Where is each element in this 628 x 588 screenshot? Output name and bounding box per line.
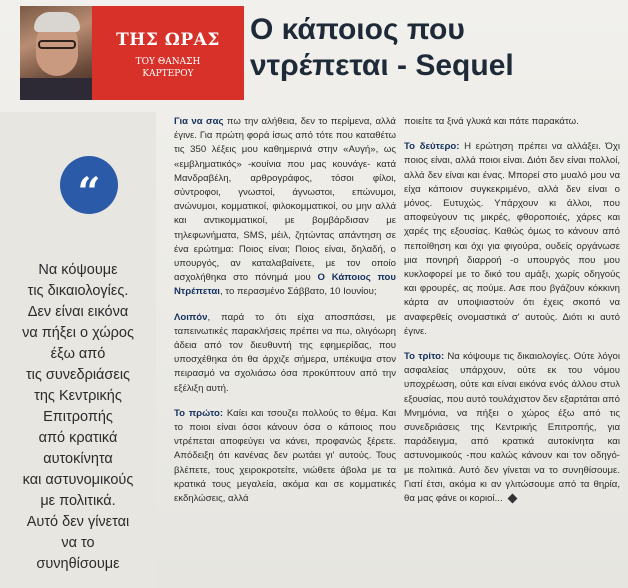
article-headline (250, 12, 620, 84)
pull-quote-line: να πήξει ο χώρος (22, 325, 134, 341)
headline-line-2: ντρέπεται - Sequel (250, 49, 514, 82)
paragraph-lead: Λοιπόν (174, 311, 208, 323)
author-photo-shirt (20, 78, 92, 100)
column-tag (92, 6, 244, 100)
author-photo (20, 6, 92, 100)
pull-quote-line: έξω από (50, 346, 106, 362)
paragraph-lead: Για να σας (174, 116, 224, 127)
pull-quote-line: και αστυνομικούς (22, 472, 134, 488)
paragraph-third (404, 350, 620, 506)
quote-icon (60, 156, 118, 214)
pull-quote-line: αυτοκίνητα (43, 451, 113, 467)
pull-quote-line: Να κόψουμε (38, 262, 118, 278)
paragraph-lead: Το δεύτερο: (404, 141, 460, 153)
paragraph-text: πω την αλήθεια, δεν το περίμενα, αλλά έγινε. Για πρώτη φορά ίσως από τότε που καταθέτω τις 350 λέξεις μου καθημερινά στην «Αυγή», ως «εμβληματικός» -κουίνια που μας κουνάγε- κατά Μανδραβέλη, αρθρογράφος, τόσοι φίλοι, σύντροφοι, γνωστοί, άγνωστοι, επώνυμοι, ανώνυμοι, κομματικοί, φιλοκομματικοί, ου μην αλλά και αντικομματικοί, με βομβάρδισαν με τηλεφωνήματα, SMS, μέιλ, ζητώντας απάντηση σε ένα ερώτημα: Ποιος είναι; Ποιος είναι, δηλαδή, ο υπουργός, αν καταλαβαίνετε, με τον οποίο ασχολήθηκα στο πόνημά μου (174, 116, 396, 284)
pull-quote-line: να το (61, 535, 95, 551)
pull-quote-line: τις δικαιολογίες. (27, 283, 129, 299)
pull-quote-line: τις συνεδριάσεις (25, 367, 131, 383)
paragraph-text: Καίει και τσουζει πολλούς το θέμα. Και το ποιοι είναι όσοι κάνουν όσα ο κάποιος που ντρέπεται αποφεύγει να κάνει, προφανώς ξέρετε. Απόδειξη ότι κανένας δεν ρωτάει γι' αυτούς. Τους βλέπετε, τους χειροκροτείτε, νιώθετε άβολα με τα κρατικά τους μεγαλεία, ακόμα και σε κομματικές εκδηλώσεις, αλλά (174, 407, 396, 505)
pull-quote (4, 260, 152, 575)
paragraph-lead: Το πρώτο: (174, 407, 224, 419)
pull-quote-line: Δεν είναι εικόνα (27, 304, 129, 320)
author-line-1: ΤΟΥ ΘΑΝΑΣΗ (135, 57, 201, 67)
paragraph-loipon (174, 311, 396, 396)
column-title: ΤΗΣ ΩΡΑΣ (116, 30, 220, 50)
end-of-article-icon (507, 494, 517, 504)
paragraph-text: Η ερώτηση πρέπει να αλλάξει. Όχι ποιος είναι, αλλά ποιοι είναι. Διότι δεν είναι πολλοί, αλλά δεν είναι και ένας. Μπορεί στο μυαλό μου να είχα κάποιον συγκεκριμένο, αλλά δεν είναι ο μόνος. Ευτυχώς. Υπάρχουν κι άλλοι, που αποφεύγουν τις μικρές, φθοροποιές, χάρες και χαρές της εξουσίας. Καθώς όμως το κάνουν από πεποίθηση και όχι για φιγούρα, ουδείς οργάνωσε μια πονηρή διαρροή -ο υπουργός που μου κυκλοφορεί με το δικό του αμάξι, χωρίς οδηγούς και φρουρές, ας πούμε. Ασε που βγάζουν κόκκινη κάρτα αν υποψιαστούν ότι έχεις σκοπό να αναφερθείς ονομαστικά σ' αυτούς. Διότι κι αυτό έγινε. (404, 141, 620, 337)
paragraph-lead: Το τρίτο: (404, 351, 445, 363)
paragraph-text: Να κόψουμε τις δικαιολογίες. Ούτε λόγοι ασφαλείας υπάρχουν, ούτε εκ του νόμου υποχρέωση, ούτε και είναι εικόνα ενός άλλου στυλ εξουσίας, που αυτό τουλάχιστον δεν εξαρτάται από Μνημόνια, να πήξει ο χώρος έξω από τις συνεδριάσεις της Κεντρικής Επιτροπής, για παράδειγμα, από κρατικά αυτοκίνητα και αστυνομικούς -που καλώς κάνουν και τον οδηγό- με πολιτικά. Αυτό δεν γίνεται να το συνηθίσουμε. Γιατί έτσι, ακόμα κι αν γλιτώσουμε από τα θηρία, θα μας φάνε οι κοριοί... (404, 351, 620, 505)
pull-quote-line: Αυτό δεν γίνεται (26, 514, 130, 530)
paragraph-text: , παρά το ότι είχα αποσπάσει, με ταπεινωτικές παρακλήσεις πρέπει να πω, ολιγόωρη άδεια από τον διευθυντή της εφημερίδας, που υποσχέθηκα ότι θα άρχιζε σήμερα, υπέκυψα στον πειρασμό να σχολιάσω όσα προκύπτουν από την εξέλιξη αυτή. (174, 311, 396, 394)
quote-glyph: “ (77, 169, 101, 216)
paragraph-second (404, 140, 620, 339)
author-line-2: ΚΑΡΤΕΡΟΥ (142, 69, 194, 79)
pull-quote-line: της Κεντρικής (34, 388, 122, 404)
article-column-1 (174, 115, 396, 517)
paragraph-continuation (404, 115, 620, 129)
author-photo-glasses (38, 40, 76, 49)
paragraph-first (174, 407, 396, 506)
paragraph-text: ποιείτε τα ξινά γλυκά και πάτε παρακάτω. (404, 116, 579, 127)
article-column-2 (404, 115, 620, 517)
paragraph-text: , το περασμένο Σάββατο, 10 Ιουνίου; (219, 286, 377, 298)
pull-quote-sidebar (0, 112, 156, 588)
pull-quote-line: Επιτροπής (43, 409, 113, 425)
author-photo-hair (34, 12, 80, 32)
pull-quote-line: από κρατικά (38, 430, 118, 446)
pull-quote-line: συνηθίσουμε (36, 556, 120, 572)
pull-quote-line: με πολιτικά. (40, 493, 116, 509)
column-author (92, 56, 244, 80)
article-reference: Ο Κάποιος που Ντρέπεται (174, 272, 397, 298)
headline-line-1: Ο κάποιος που (250, 13, 465, 46)
paragraph-intro (174, 115, 396, 300)
